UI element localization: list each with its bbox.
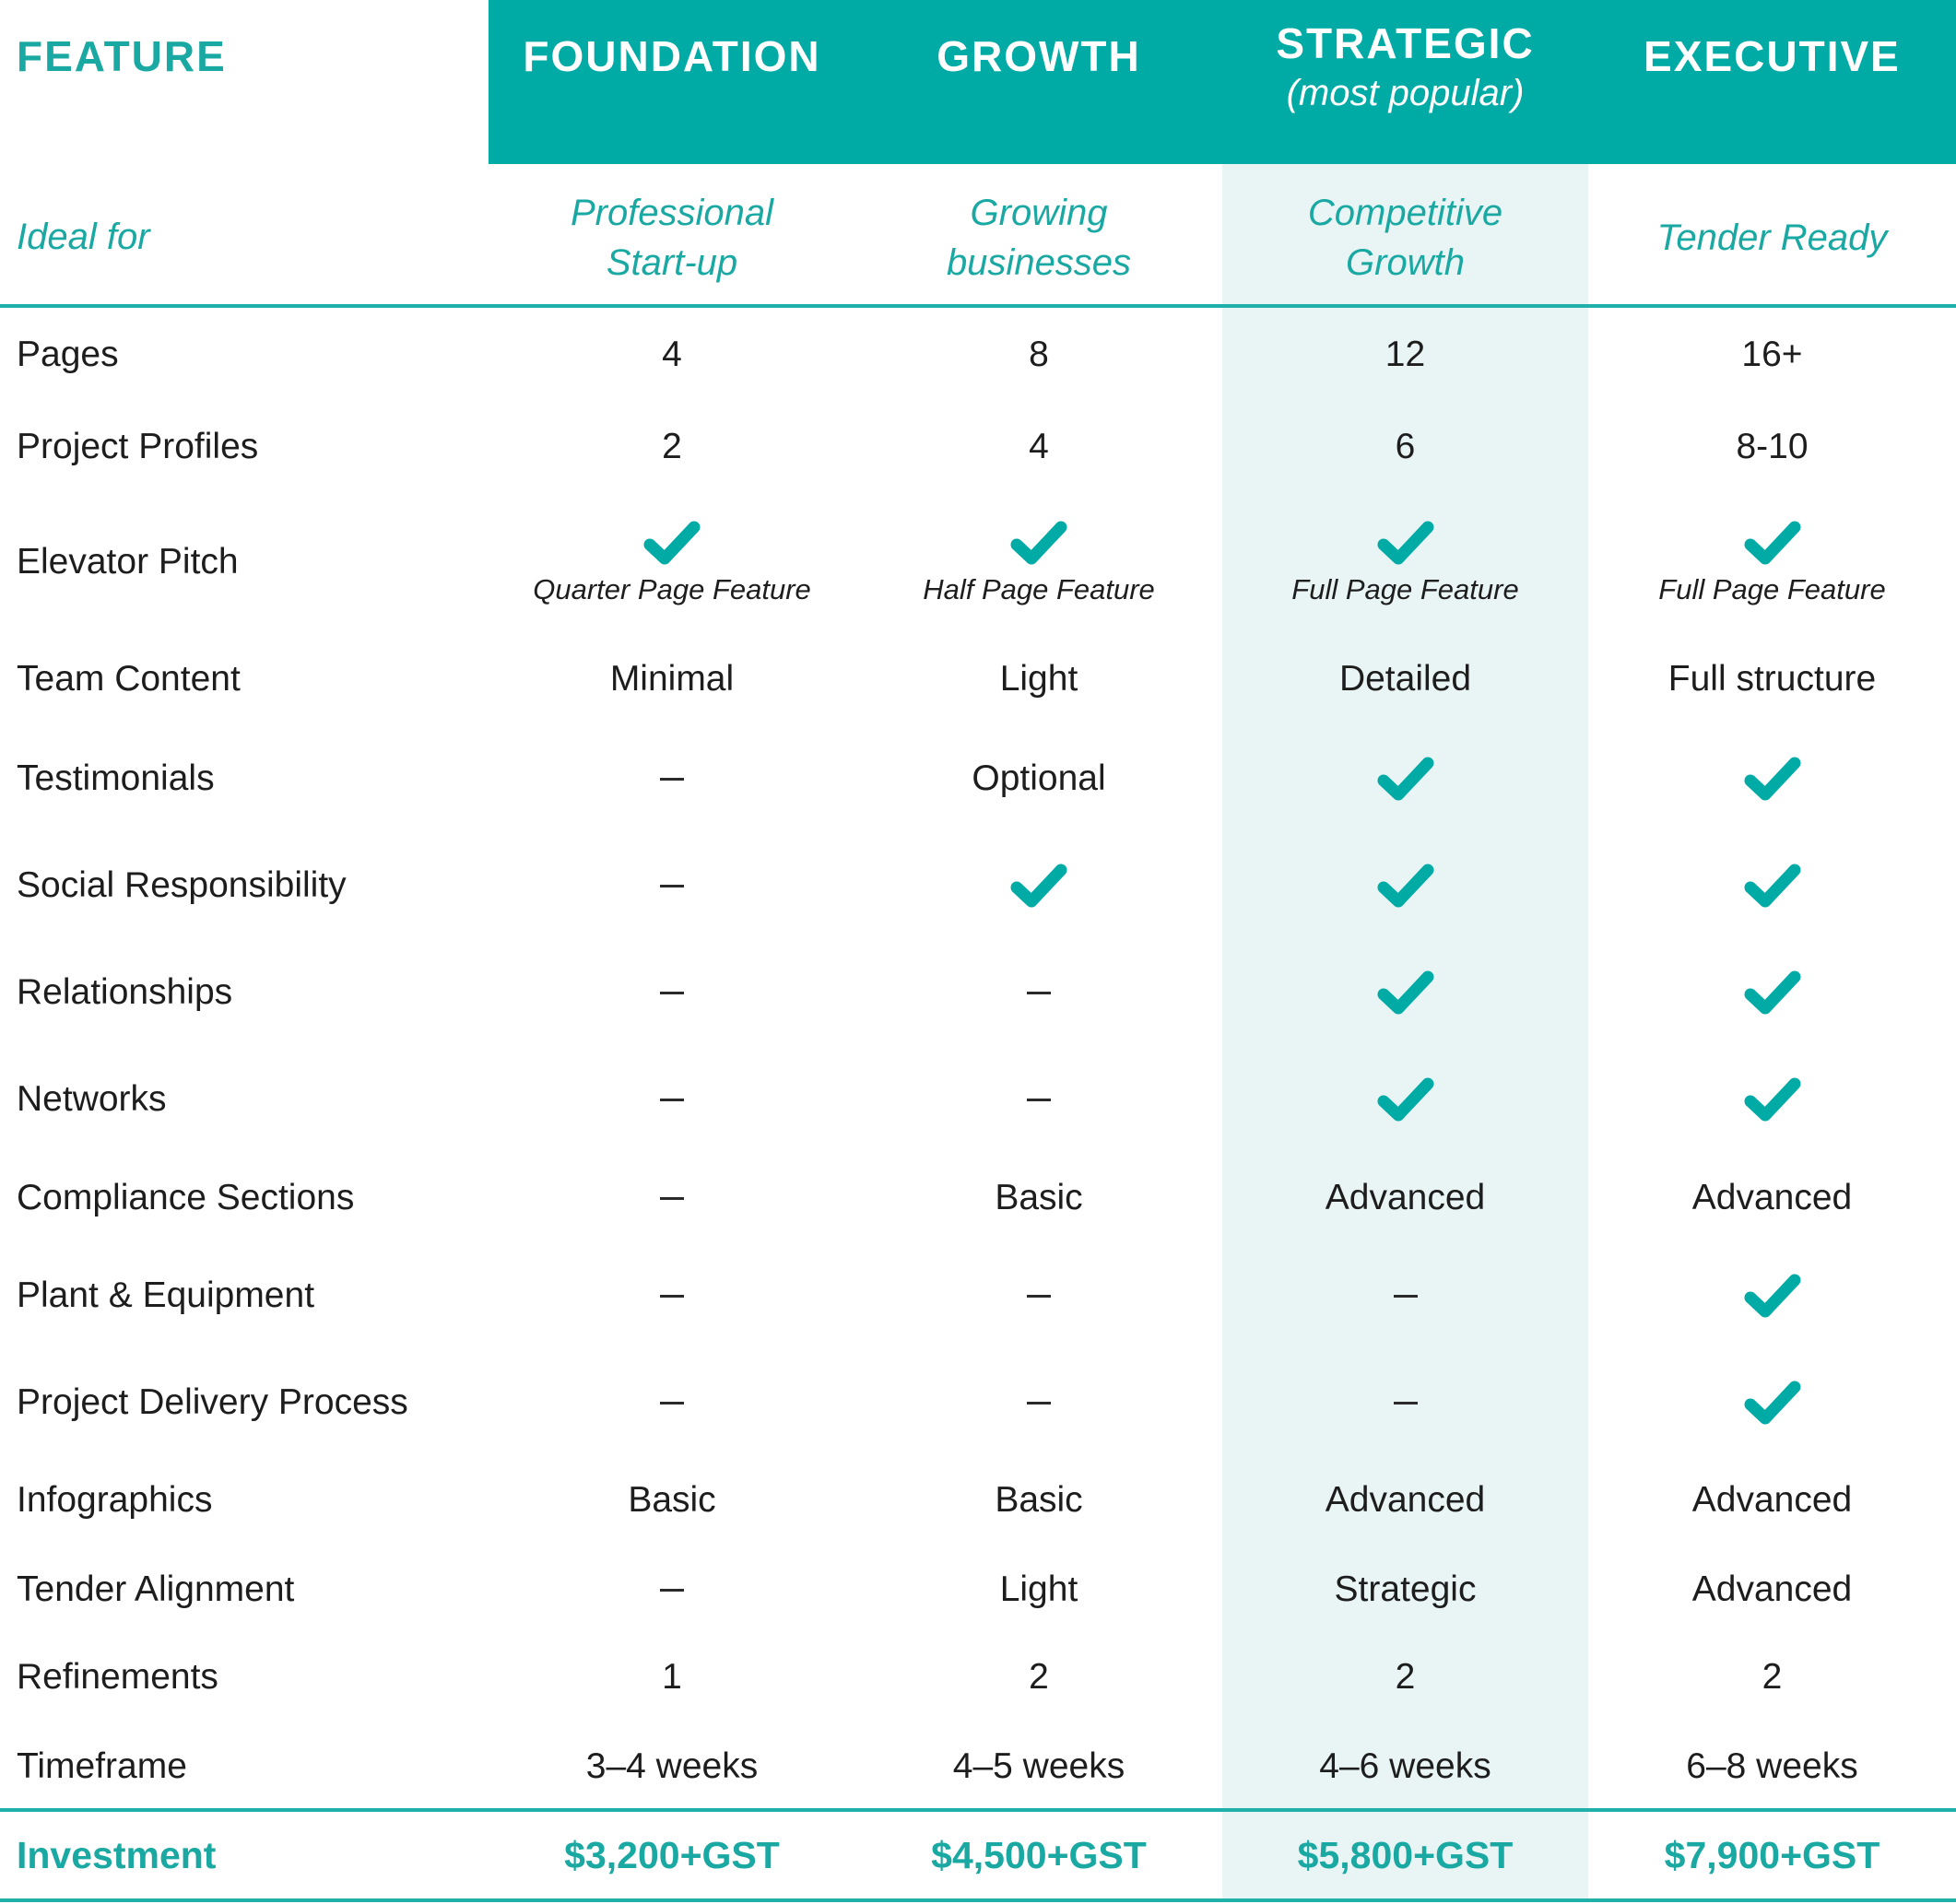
- table-cell: [855, 1722, 1222, 1812]
- investment-label-text: Investment: [17, 1833, 217, 1876]
- price-value: $7,900+GST: [1664, 1833, 1880, 1876]
- row-label-text: Project Delivery Process: [17, 1382, 408, 1422]
- table-cell: [1222, 1634, 1588, 1721]
- cell-value: Basic: [628, 1480, 716, 1520]
- table-cell: [855, 1153, 1222, 1243]
- table-cell: [1222, 1349, 1588, 1456]
- check-icon: [1008, 861, 1069, 911]
- row-label-text: Refinements: [17, 1657, 218, 1697]
- row-label-text: Social Responsibility: [17, 865, 347, 905]
- feature-size-note: Half Page Feature: [923, 573, 1155, 605]
- table-cell: [489, 1242, 855, 1349]
- cell-value: 6–8 weeks: [1686, 1746, 1858, 1786]
- divider-top: [0, 304, 1956, 308]
- cell-value: 2: [1395, 1657, 1416, 1697]
- dash-icon: [1027, 1402, 1051, 1404]
- table-cell: [489, 1634, 855, 1721]
- row-label: [0, 314, 489, 395]
- ideal-for-value: Professional Start-up: [570, 192, 774, 283]
- table-cell: [855, 633, 1222, 725]
- plan-header-strategic: [1222, 20, 1588, 140]
- table-cell: [489, 1046, 855, 1153]
- ideal-for-foundation: [489, 170, 855, 304]
- cell-value: 16+: [1741, 335, 1803, 374]
- row-label: [0, 406, 489, 488]
- table-cell: [1222, 1545, 1588, 1635]
- cell-value: Light: [999, 1569, 1078, 1609]
- table-cell: [489, 1545, 855, 1635]
- plan-header-growth: [855, 0, 1222, 112]
- table-cell: [489, 1722, 855, 1812]
- table-cell: [1588, 1545, 1956, 1635]
- table-cell: [1222, 1456, 1588, 1545]
- row-label: [0, 493, 489, 631]
- table-cell: [855, 1456, 1222, 1545]
- ideal-for-growth: [855, 170, 1222, 304]
- table-cell: [1222, 939, 1588, 1046]
- table-cell: [855, 406, 1222, 488]
- cell-value: Advanced: [1691, 1569, 1853, 1609]
- table-cell: [1222, 314, 1588, 395]
- table-cell: [855, 731, 1222, 827]
- check-icon: [642, 518, 702, 568]
- check-icon: [1742, 1378, 1803, 1428]
- check-icon: [1742, 1075, 1803, 1124]
- table-cell: [1588, 939, 1956, 1046]
- dash-icon: [660, 1295, 684, 1298]
- cell-value: 2: [1762, 1657, 1783, 1697]
- row-label: [0, 1153, 489, 1243]
- dash-icon: [660, 778, 684, 781]
- cell-value: 4: [1029, 427, 1049, 466]
- cell-value: Advanced: [1325, 1480, 1486, 1520]
- table-cell: [1588, 832, 1956, 939]
- feature-column-header: [0, 0, 489, 112]
- cell-value: 2: [662, 427, 682, 466]
- row-label-text: Infographics: [17, 1480, 213, 1520]
- cell-value: Minimal: [609, 659, 735, 699]
- row-label: [0, 939, 489, 1046]
- cell-value: Basic: [995, 1480, 1083, 1520]
- ideal-for-value: Tender Ready: [1656, 217, 1888, 258]
- table-cell: [855, 1046, 1222, 1153]
- table-cell: [489, 1153, 855, 1243]
- row-label-text: Team Content: [17, 659, 241, 699]
- cell-value: Strategic: [1334, 1569, 1477, 1609]
- dash-icon: [660, 885, 684, 887]
- table-cell: [489, 1456, 855, 1545]
- ideal-for-value: Competitive Growth: [1307, 192, 1503, 283]
- table-cell: [489, 731, 855, 827]
- table-cell: [1222, 406, 1588, 488]
- table-cell: [489, 314, 855, 395]
- row-label-text: Project Profiles: [17, 427, 259, 466]
- row-label: [0, 1722, 489, 1812]
- cell-value: 4–6 weeks: [1319, 1746, 1491, 1786]
- cell-value: 3–4 weeks: [585, 1746, 759, 1786]
- dash-icon: [1027, 992, 1051, 994]
- feature-size-note: Full Page Feature: [1291, 573, 1519, 605]
- ideal-for-strategic: [1222, 170, 1588, 304]
- ideal-for-value: Growing businesses: [946, 192, 1132, 283]
- table-cell: [855, 314, 1222, 395]
- price-growth: [855, 1812, 1222, 1898]
- table-cell: [489, 406, 855, 488]
- row-label: [0, 1349, 489, 1456]
- dash-icon: [1027, 1295, 1051, 1298]
- cell-value: Full structure: [1667, 659, 1877, 699]
- table-cell: [1588, 1046, 1956, 1153]
- check-icon: [1742, 861, 1803, 911]
- dash-icon: [660, 1589, 684, 1592]
- table-cell: [855, 939, 1222, 1046]
- dash-icon: [660, 1099, 684, 1101]
- cell-value: Basic: [995, 1178, 1083, 1217]
- table-cell: [1222, 1046, 1588, 1153]
- cell-value: Advanced: [1691, 1480, 1853, 1520]
- cell-value: 6: [1395, 427, 1416, 466]
- check-icon: [1375, 754, 1436, 804]
- plan-header-executive: [1588, 0, 1956, 112]
- row-label: [0, 1242, 489, 1349]
- plan-name: FOUNDATION: [523, 31, 821, 80]
- table-cell: [1588, 314, 1956, 395]
- price-foundation: [489, 1812, 855, 1898]
- row-label-text: Elevator Pitch: [17, 542, 239, 582]
- row-label: [0, 832, 489, 939]
- check-icon: [1375, 1075, 1436, 1124]
- cell-value: Optional: [972, 758, 1106, 798]
- table-cell: [1588, 633, 1956, 725]
- cell-value: 4: [662, 335, 682, 374]
- row-label: [0, 731, 489, 827]
- check-icon: [1375, 861, 1436, 911]
- table-cell: [855, 1545, 1222, 1635]
- ideal-for-executive: [1588, 170, 1956, 304]
- row-label-text: Testimonials: [17, 758, 215, 798]
- table-cell: [1588, 493, 1956, 631]
- table-cell: [1222, 1722, 1588, 1812]
- dash-icon: [660, 1402, 684, 1404]
- cell-value: 4–5 weeks: [952, 1746, 1125, 1786]
- cell-value: 12: [1385, 335, 1426, 374]
- row-label-text: Timeframe: [17, 1746, 187, 1786]
- table-cell: [1588, 1722, 1956, 1812]
- table-cell: [1588, 1153, 1956, 1243]
- price-strategic: [1222, 1812, 1588, 1898]
- check-icon: [1375, 518, 1436, 568]
- price-value: $4,500+GST: [931, 1833, 1147, 1876]
- check-icon: [1742, 1271, 1803, 1321]
- table-cell: [855, 1242, 1222, 1349]
- table-cell: [1222, 1153, 1588, 1243]
- row-label: [0, 1046, 489, 1153]
- plan-name: GROWTH: [937, 31, 1141, 80]
- row-label: [0, 633, 489, 725]
- table-cell: [855, 832, 1222, 939]
- dash-icon: [1394, 1402, 1418, 1404]
- check-icon: [1375, 968, 1436, 1017]
- cell-value: 2: [1029, 1657, 1049, 1697]
- dash-icon: [660, 1197, 684, 1200]
- dash-icon: [1394, 1295, 1418, 1298]
- price-value: $5,800+GST: [1297, 1833, 1514, 1876]
- row-label-text: Compliance Sections: [17, 1178, 355, 1217]
- divider-bottom: [0, 1898, 1956, 1902]
- table-cell: [489, 493, 855, 631]
- table-cell: [855, 493, 1222, 631]
- table-cell: [1588, 1242, 1956, 1349]
- table-cell: [1222, 633, 1588, 725]
- table-cell: [1588, 731, 1956, 827]
- table-cell: [1222, 731, 1588, 827]
- price-executive: [1588, 1812, 1956, 1898]
- row-label: [0, 1634, 489, 1721]
- row-label-text: Relationships: [17, 972, 233, 1012]
- table-cell: [1588, 1634, 1956, 1721]
- feature-size-note: Quarter Page Feature: [533, 573, 811, 605]
- dash-icon: [1027, 1099, 1051, 1101]
- ideal-for-label-text: Ideal for: [17, 217, 150, 257]
- table-cell: [489, 832, 855, 939]
- table-cell: [1588, 406, 1956, 488]
- investment-label: [0, 1812, 489, 1898]
- plan-name: STRATEGIC: [1276, 19, 1535, 67]
- check-icon: [1742, 754, 1803, 804]
- ideal-for-label: [0, 170, 489, 304]
- row-label-text: Plant & Equipment: [17, 1275, 315, 1315]
- row-label-text: Networks: [17, 1079, 167, 1119]
- cell-value: Light: [999, 659, 1078, 699]
- table-cell: [489, 1349, 855, 1456]
- row-label: [0, 1456, 489, 1545]
- table-cell: [855, 1634, 1222, 1721]
- cell-value: 8: [1029, 335, 1049, 374]
- cell-value: Advanced: [1691, 1178, 1853, 1217]
- plan-name: EXECUTIVE: [1644, 31, 1901, 80]
- table-cell: [489, 939, 855, 1046]
- most-popular-note: (most popular): [1286, 72, 1525, 113]
- table-cell: [1588, 1456, 1956, 1545]
- table-cell: [1588, 1349, 1956, 1456]
- row-label: [0, 1545, 489, 1635]
- price-value: $3,200+GST: [564, 1833, 780, 1876]
- feature-size-note: Full Page Feature: [1658, 573, 1886, 605]
- table-cell: [1222, 832, 1588, 939]
- check-icon: [1008, 518, 1069, 568]
- feature-label: FEATURE: [17, 32, 227, 80]
- table-cell: [1222, 1242, 1588, 1349]
- row-label-text: Pages: [17, 335, 119, 374]
- check-icon: [1742, 968, 1803, 1017]
- cell-value: 1: [662, 1657, 682, 1697]
- cell-value: Detailed: [1338, 659, 1472, 699]
- check-icon: [1742, 518, 1803, 568]
- cell-value: Advanced: [1325, 1178, 1486, 1217]
- table-cell: [489, 633, 855, 725]
- dash-icon: [660, 992, 684, 994]
- table-cell: [1222, 493, 1588, 631]
- plan-header-foundation: [489, 0, 855, 112]
- row-label-text: Tender Alignment: [17, 1569, 295, 1609]
- cell-value: 8-10: [1736, 427, 1809, 466]
- table-cell: [855, 1349, 1222, 1456]
